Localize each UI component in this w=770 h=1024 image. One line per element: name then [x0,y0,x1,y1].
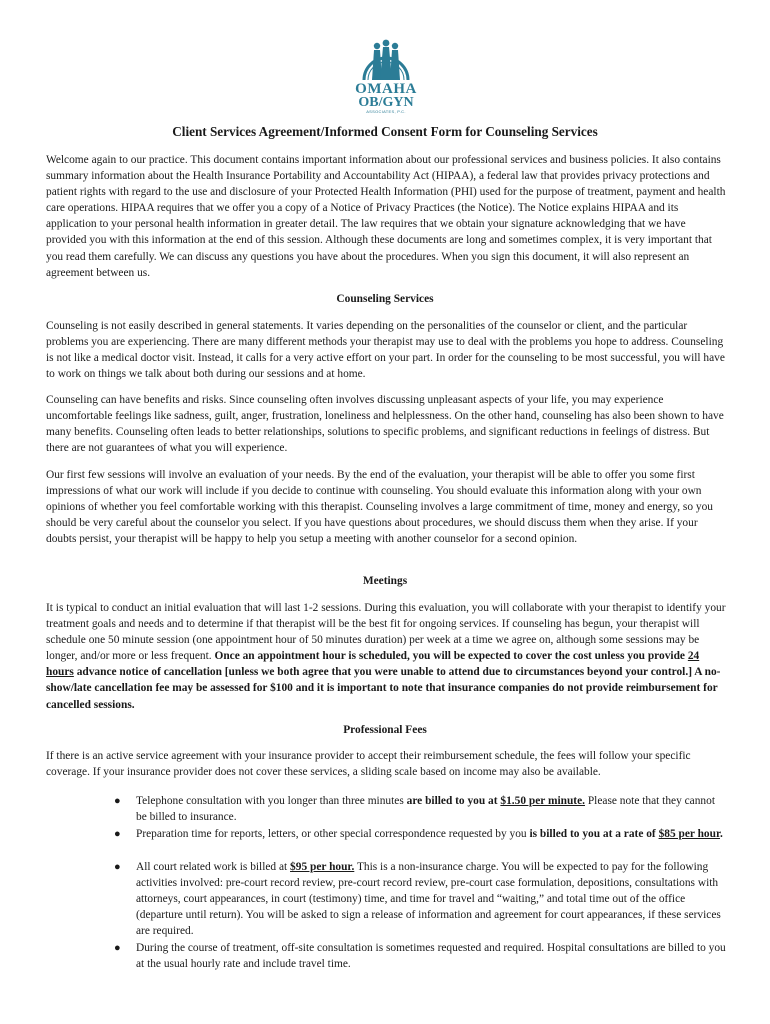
bullet-rate: $1.50 per minute. [500,795,585,807]
bullet-tail: This is a non-insurance charge. You will be expected to pay for the following activities involved: pre-court record review, pre-court record review, pre-court case formulation, depositions, consultations with attorneys, court appearances, in court (testimony) time, and time for travel and “waiting,” and total time out of the office (departure until return). You will be asked to sign a release of information and agreement for court appearances, if these services are required. [136,861,721,938]
bullet-text [136,793,728,825]
bullet-text [136,826,728,842]
meetings-text: It is typical to conduct an initial evaluation that will last 1-2 sessions. During this evaluation, you will collaborate with your therapist to identify your treatment goals and needs and to determine if that therapist will be the best fit for ongoing services. If counseling has begun, your therapist will schedule one 50 minute session (one appointment hour of 50 minutes duration) per week at a time we agree on, although some sessions may be longer, and/or more or less frequent. [46,602,726,663]
bullet-dot-icon: ● [114,795,121,807]
counseling-paragraph-3: Our first few sessions will involve an evaluation of your needs. By the end of the evaluation, your therapist will be able to offer you some first impressions of what our work will include if you decide to continue with counseling. You should evaluate this information along with your own opinions of whether you feel comfortable working with this therapist. Counseling involves a large commitment of time, money and energy, so you should be very careful about the counselor you select. If you have questions about procedures, we should discuss them when they arise. If your doubts persist, your therapist will be happy to help you setup a meeting with another counselor for a second opinion. [46,469,713,546]
bullet-rate: $85 per hour [658,828,720,840]
logo-small-text: ASSOCIATES, P.C. [366,109,406,114]
bullet-plain: Preparation time for reports, letters, or other special correspondence requested by you [136,828,530,840]
meetings-paragraph [46,600,726,713]
bullet-plain: Telephone consultation with you longer than three minutes [136,795,407,807]
counseling-heading: Counseling Services [336,293,434,305]
fees-heading: Professional Fees [343,724,427,736]
bullet-text [136,940,728,972]
women-figures-icon [348,32,424,84]
logo-subtitle: OB/GYN [358,95,414,110]
bullet-plain: All court related work is billed at [136,861,291,873]
meetings-bold-text-b: advance notice of cancellation [unless we both agree that you were unable to attend due to circumstances beyond your control.] A no-show/late cancellation fee may be assessed for $100 and it is important to note that insurance companies do not provide reimbursement for cancelled sessions. [46,666,721,711]
bullet-rate: $95 per hour. [290,861,355,873]
bullet-dot-icon: ● [114,861,121,873]
meetings-bold-text-a: Once an appointment hour is scheduled, you will be expected to cover the cost unless you provide [214,650,688,663]
bullet-plain: During the course of treatment, off-site consultation is sometimes requested and required. Hospital consultations are billed to you at the usual hourly rate and include travel time. [136,942,726,971]
meetings-heading: Meetings [362,575,408,587]
page-title: Client Services Agreement/Informed Consent Form for Counseling Services [172,124,598,139]
omaha-obgyn-logo [348,32,424,114]
meetings-notice-hours: 24 hours [46,650,700,679]
bullet-bold: are billed to you at [406,795,501,807]
bullet-tail: Please note that they cannot be billed to insurance. [136,795,715,824]
bullet-dot-icon: ● [114,942,121,954]
intro-paragraph: Welcome again to our practice. This document contains important information about our professional services and business policies. It also contains summary information about the Health Insurance Portability and Accountability Act (HIPAA), a federal law that provides privacy protections and patient rights with regard to the use and disclosure of your Protected Health Information (PHI) used for the purpose of treatment, payment and health care operations. HIPAA requires that we offer you a copy of a Notice of Privacy Practices (the Notice). The Notice explains HIPAA and its application to your personal health information in greater detail. The law requires that we obtain your signature acknowledging that we have provided you with this information at the end of this session. Although these documents are long and sometimes complex, it is very important that you read them carefully. We can discuss any questions you have about the procedures. When you sign this document, it will also represent an agreement between us. [46,154,726,279]
logo-name: OMAHA [355,81,417,97]
counseling-paragraph-1: Counseling is not easily described in general statements. It varies depending on the personalities of the counselor or client, and the particular problems you are experiencing. There are many different methods your therapist may use to deal with the problems you hope to address. Counseling is not like a medical doctor visit. Instead, it calls for a very active effort on your part. In order for the counseling to be most successful, you will have to work on things we talk about both during our sessions and at home. [46,320,725,381]
bullet-dot-icon: ● [114,828,121,840]
fees-paragraph: If there is an active service agreement with your insurance provider to accept their reimbursement schedule, the fees will follow your specific coverage. If your insurance provider does not cover these services, a sliding scale based on income may also be available. [46,750,691,779]
bullet-tail: . [719,828,723,840]
counseling-paragraph-2: Counseling can have benefits and risks. Since counseling often involves discussing unpleasant aspects of your life, you may experience uncomfortable feelings like sadness, guilt, anger, frustration, loneliness and helplessness. On the other hand, counseling has also been shown to have many benefits. Counseling often leads to better relationships, solutions to specific problems, and significant reductions in feelings of distress. But there are not guarantees of what you will experience. [46,394,724,455]
bullet-bold: is billed to you at a rate of [529,828,659,840]
bullet-text [136,859,728,939]
